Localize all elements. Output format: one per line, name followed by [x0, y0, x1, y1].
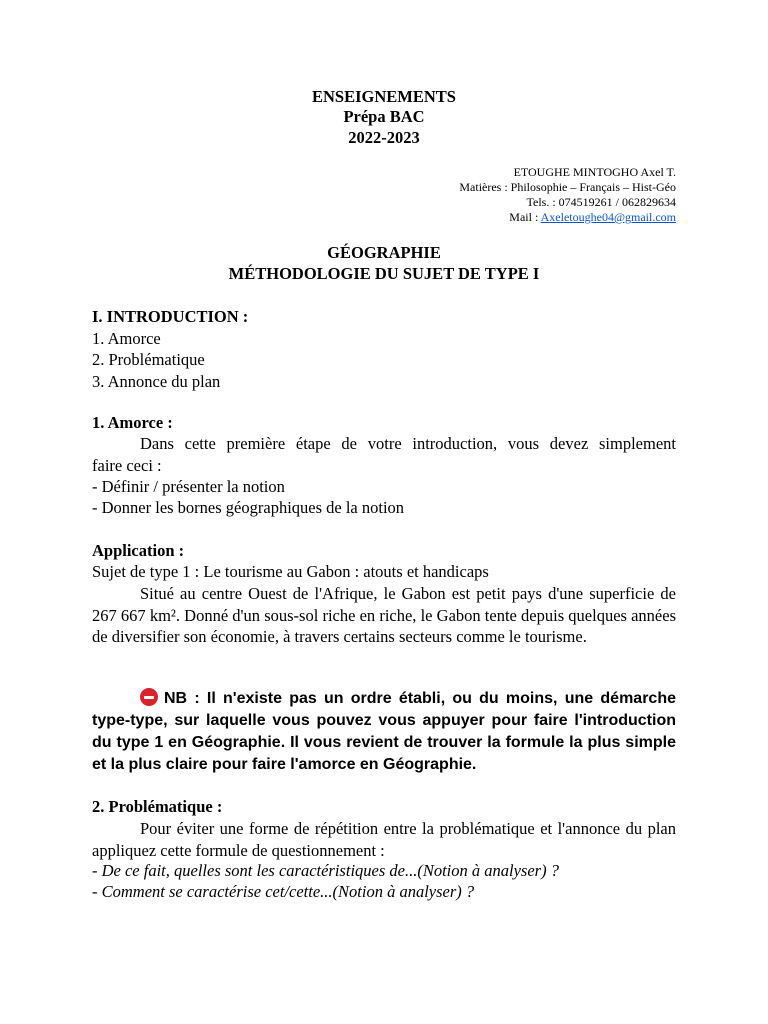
amorce-heading: 1. Amorce : — [92, 413, 173, 432]
header-enseignements: ENSEIGNEMENTS — [312, 87, 456, 106]
section-introduction-heading: I. INTRODUCTION : — [92, 307, 249, 326]
mail-link[interactable]: Axeletoughe04@gmail.com — [540, 210, 676, 224]
application-subject: Sujet de type 1 : Le tourisme au Gabon : atouts et handicaps — [92, 562, 489, 581]
title-geographie: GÉOGRAPHIE — [327, 243, 441, 262]
problematique-paragraph: Pour éviter une forme de répétition entre la problématique et l'annonce du plan appliquez cette formule de questionnement : — [92, 819, 676, 860]
application-heading: Application : — [92, 541, 185, 560]
mail-label: Mail : — [509, 210, 541, 224]
no-entry-icon — [140, 688, 158, 706]
amorce-bullet: - Définir / présenter la notion — [92, 477, 285, 496]
header-prepa-bac: Prépa BAC — [343, 107, 425, 126]
problematique-question: - De ce fait, quelles sont les caractéristiques de...(Notion à analyser) ? — [92, 861, 559, 880]
contact-subjects: Matières : Philosophie – Français – Hist-Géo — [459, 180, 676, 194]
contact-tels: Tels. : 074519261 / 062829634 — [526, 195, 676, 209]
contact-mail — [509, 210, 676, 225]
contact-name: ETOUGHE MINTOGHO Axel T. — [513, 165, 676, 179]
header-year: 2022-2023 — [348, 128, 420, 147]
amorce-paragraph-line1: Dans cette première étape de votre introduction, vous devez simplement — [140, 434, 676, 453]
intro-item: 2. Problématique — [92, 350, 205, 369]
problematique-question: - Comment se caractérise cet/cette...(Notion à analyser) ? — [92, 882, 475, 901]
application-paragraph: Situé au centre Ouest de l'Afrique, le Gabon est petit pays d'une superficie de 267 667 km². Donné d'un sous-sol riche en riche, le Gabon tente depuis quelques années de diversifier son économie, à travers certains secteurs comme le tourisme. — [92, 584, 676, 646]
intro-item: 1. Amorce — [92, 329, 161, 348]
title-methodologie: MÉTHODOLOGIE DU SUJET DE TYPE I — [228, 264, 540, 283]
problematique-heading: 2. Problématique : — [92, 797, 223, 816]
amorce-bullet: - Donner les bornes géographiques de la notion — [92, 498, 405, 517]
nb-note — [92, 688, 676, 776]
intro-item: 3. Annonce du plan — [92, 372, 221, 391]
amorce-paragraph-line2: faire ceci : — [92, 456, 162, 475]
nb-text: NB : Il n'existe pas un ordre établi, ou du moins, une démarche type-type, sur laquelle vous pouvez vous appuyer pour faire l'introduction du type 1 en Géographie. Il vous revient de trouver la formule la plus simple et la plus claire pour faire l'amorce en Géographie. — [92, 690, 676, 773]
